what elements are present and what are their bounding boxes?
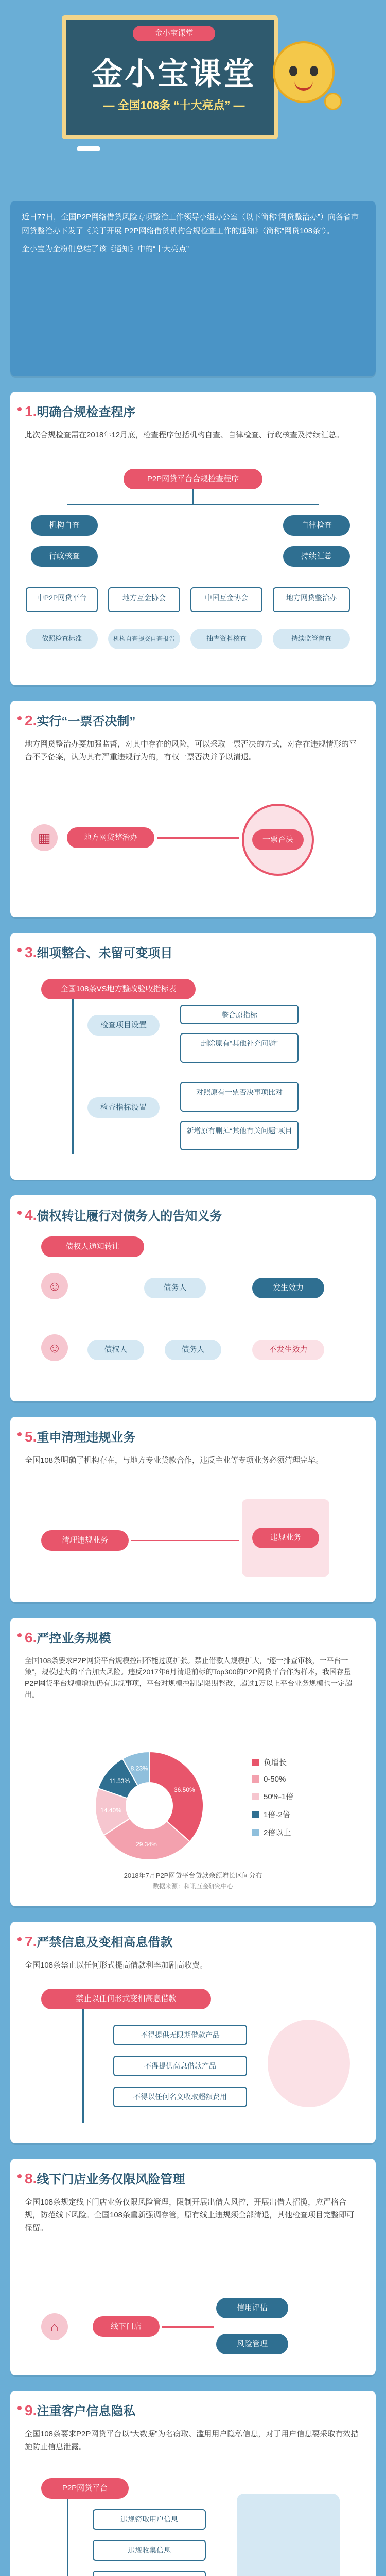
pie-slice-label: 36.50% (174, 1786, 195, 1794)
legend-swatch (252, 1793, 259, 1800)
tree-group-1: 检查项目设置 (87, 1015, 160, 1036)
page-subtitle: — 全国108条 “十大亮点” — (103, 99, 245, 112)
section-title: 实行“一票否决制” (37, 715, 136, 728)
flow-step-d: 持续汇总 (283, 546, 350, 567)
notify-debtor: 债务人 (144, 1278, 206, 1298)
section-title: 重申清理违规业务 (37, 1431, 136, 1445)
tree-leaf: 对照原有一票否决事项比对 (180, 1082, 299, 1112)
money-icon (268, 2020, 350, 2107)
store-risk: 风险管理 (216, 2334, 288, 2354)
legend-item (252, 1809, 355, 1820)
bullet-icon (17, 407, 22, 411)
section-number: 3. (25, 944, 37, 960)
flow-detail-1: 依照检查标准 (26, 629, 98, 649)
building-icon: ▦ (31, 824, 58, 851)
section-body: 全国108条要求P2P网贷平台规模控制不能过度扩张。禁止借款人规模扩大，“逐一排查审核，一平台一策”，规模过大的平台加大风险。违反2017年6月清退前标的Top300的P2P网贷平台作为样本，我国存量P2P网贷平台规模增加仍有违规事项，平台对规模控制是限期整改，超过1万以上平台业务规模也一定超出。 (25, 1656, 353, 1699)
section-body: 全国108条禁止以任何形式提高借款利率加剧高收费。 (25, 1961, 208, 1970)
section-number: 7. (25, 1934, 37, 1950)
bullet-icon (17, 2406, 22, 2410)
section-number: 1. (25, 403, 37, 419)
bullet-icon (17, 948, 22, 952)
legend-item (252, 1791, 355, 1802)
mascot-icon (268, 36, 345, 118)
flow-detail-4: 持续监管督查 (273, 629, 350, 649)
bullet-icon (17, 716, 22, 720)
section-9 (10, 2391, 376, 2576)
section-title: 严控业务规模 (37, 1632, 111, 1646)
notify-not-effective: 不发生效力 (252, 1340, 324, 1360)
section-body: 全国108条规定线下门店业务仅限风险管理，限制开展出借人风控，开展出借人招揽，应严格合规，防范线下风险。全国108条重新强调存管，原有线上违规须全部清退，其他检查项目完整即可保留。 (25, 2198, 355, 2232)
user-icon: ☺ (41, 1273, 68, 1299)
flow-entity-4: 地方网贷整治办 (273, 587, 350, 612)
legend-item (252, 1775, 355, 1784)
chalkboard (62, 15, 278, 139)
section-title: 债权转让履行对债务人的告知义务 (37, 1209, 222, 1223)
bullet-icon (17, 2174, 22, 2178)
flow-step-a: 机构自查 (31, 515, 98, 536)
section-title: 线下门店业务仅限风险管理 (37, 2173, 185, 2187)
bullet-icon (17, 1633, 22, 1637)
privacy-root: P2P网贷平台 (41, 2478, 129, 2499)
legend-swatch (252, 1829, 259, 1836)
flow-root: P2P网贷平台合规检查程序 (124, 469, 262, 489)
lock-icon (237, 2494, 340, 2576)
cleanup-left: 清理违规业务 (41, 1530, 129, 1551)
section-number: 6. (25, 1630, 37, 1646)
tree-leaf: 不得提供无限期借款产品 (113, 2025, 247, 2045)
pie-slice-label: 11.53% (109, 1777, 130, 1785)
user-icon: ☺ (41, 1334, 68, 1361)
bullet-icon (17, 1432, 22, 1436)
tree-group-2: 检查指标设置 (87, 1097, 160, 1118)
legend-label: 50%-1倍 (264, 1792, 294, 1801)
section-title: 严禁信息及变相高息借款 (37, 1936, 173, 1950)
store-icon: ⌂ (41, 2313, 68, 2340)
section-8 (10, 2159, 376, 2375)
privacy-leaf: 违规窃取用户信息 (93, 2509, 206, 2530)
section-body: 地方网贷整治办要加强监督，对其中存在的风险，可以采取一票否决的方式，对存在违规情形的平台不予备案，认为其有严重违规行为的，有权一票否决并予以清退。 (25, 740, 357, 761)
legend-label: 0-50% (264, 1775, 286, 1784)
section-number: 4. (25, 1207, 37, 1223)
section-1 (10, 392, 376, 685)
privacy-leaf: 违规收集信息 (93, 2540, 206, 2561)
chart-source: 数据来源：和讯互金研究中心 (152, 1883, 233, 1890)
intro-summary: 金小宝为金粉们总结了该《通知》中的“十大亮点” (22, 245, 189, 253)
legend-label: 1倍-2倍 (264, 1810, 290, 1819)
veto-right: 一票否决 (252, 829, 304, 850)
section-body: 全国108条明确了机构存在，与地方专业贷款合作，违反主业等专项业务必须清理完毕。 (25, 1456, 324, 1465)
store-credit: 信用评估 (216, 2298, 288, 2318)
pie-slice-label: 8.23% (130, 1765, 148, 1772)
notify-start: 债权人通知转让 (41, 1236, 144, 1257)
veto-left: 地方网贷整治办 (67, 827, 154, 848)
section-6 (10, 1618, 376, 1906)
pie-chart (51, 1747, 257, 1865)
intro-card (10, 201, 376, 376)
notify-debtor-2: 债务人 (165, 1340, 221, 1360)
store-label: 线下门店 (93, 2316, 160, 2337)
intro-paragraph: 近日77日，全国P2P网络借贷风险专项整治工作领导小组办公室（以下简称“网贷整治办”）向各省市网贷整治办下发了《关于开展 P2P网络借贷机构合规检查工作的通知》（简称“网贷108条”）。 (22, 213, 359, 235)
pie-slice-label: 29.34% (136, 1840, 157, 1848)
tree-leaf: 不得提供高息借款产品 (113, 2056, 247, 2076)
legend-swatch (252, 1759, 259, 1766)
legend-swatch (252, 1775, 259, 1783)
bullet-icon (17, 1211, 22, 1215)
tree-leaf: 不得以任何名义收取超额费用 (113, 2087, 247, 2107)
section-7 (10, 1922, 376, 2143)
section-2 (10, 701, 376, 917)
chart-legend (252, 1757, 355, 1845)
header-badge: 金小宝课堂 (133, 26, 215, 41)
section-number: 8. (25, 2171, 37, 2187)
legend-item (252, 1827, 355, 1838)
cleanup-right: 违规业务 (252, 1528, 319, 1548)
section-title: 明确合规检查程序 (37, 405, 136, 419)
flow-detail-2: 机构自查提交自查报告 (108, 629, 180, 649)
section-5 (10, 1417, 376, 1602)
section-body: 全国108条要求P2P网贷平台以“大数据”为名窃取、滥用用户隐私信息，对于用户信息要采取有效措施防止信息泄露。 (25, 2430, 359, 2451)
legend-label: 负增长 (264, 1758, 287, 1767)
section-3 (10, 933, 376, 1180)
pie-slice-label: 14.40% (100, 1807, 121, 1815)
header (0, 0, 386, 170)
section-number: 2. (25, 713, 37, 728)
flow-step-b: 自律检查 (283, 515, 350, 536)
section-number: 9. (25, 2402, 37, 2418)
section-4 (10, 1195, 376, 1401)
legend-swatch (252, 1811, 259, 1818)
page-title: 金小宝课堂 (92, 57, 256, 91)
notify-creditor: 债权人 (87, 1340, 144, 1360)
privacy-leaf (93, 2571, 206, 2576)
bullet-icon (17, 1937, 22, 1941)
legend-label: 2倍以上 (264, 1828, 291, 1837)
tree-leaf: 删除原有“其他补充问题” (180, 1033, 299, 1063)
flow-entity-1: 中P2P网贷平台 (26, 587, 98, 612)
section-title: 注重客户信息隐私 (37, 2404, 136, 2418)
section-title: 细项整合、未留可变项目 (37, 946, 173, 960)
tree-root: 禁止以任何形式变相高息借款 (41, 1989, 211, 2009)
section-body: 此次合规检查需在2018年12月底，检查程序包括机构自查、自律检查、行政核查及持续汇总。 (25, 431, 344, 439)
flow-step-c: 行政核查 (31, 546, 98, 567)
tree-leaf: 新增原有删掉“其他有关问题”项目 (180, 1121, 299, 1150)
notify-effective: 发生效力 (252, 1278, 324, 1298)
chart-caption: 2018年7月P2P网贷平台贷款余额增长区间分布 (124, 1872, 262, 1879)
section-number: 5. (25, 1429, 37, 1445)
legend-item (252, 1757, 355, 1768)
tree-root: 全国108条VS地方整改验收指标表 (41, 979, 196, 999)
tree-leaf: 整合原指标 (180, 1005, 299, 1024)
chalk-icon (77, 146, 100, 151)
flow-entity-2: 地方互金协会 (108, 587, 180, 612)
flow-detail-3: 抽查资料核查 (190, 629, 262, 649)
flow-entity-3: 中国互金协会 (190, 587, 262, 612)
